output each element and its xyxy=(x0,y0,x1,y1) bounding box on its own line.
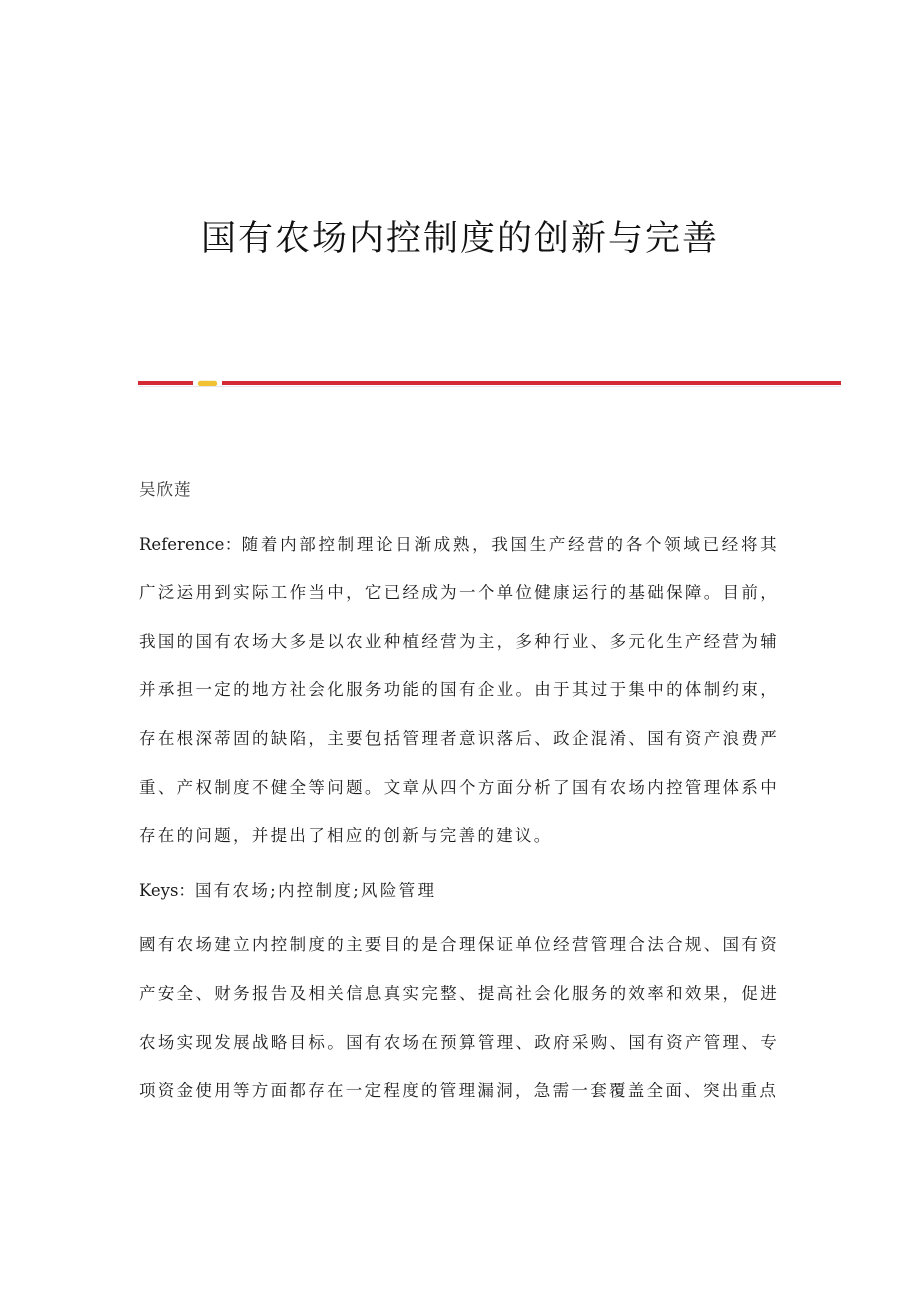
document-content xyxy=(139,466,779,1122)
abstract-paragraph xyxy=(139,521,779,861)
divider-line-left xyxy=(138,381,193,385)
divider-line-right xyxy=(222,381,841,385)
keywords-text: 国有农场;内控制度;风险管理 xyxy=(194,880,437,900)
keywords-label: Keys： xyxy=(139,880,195,900)
body-paragraph: 國有农场建立内控制度的主要目的是合理保证单位经营管理合法合规、国有资产安全、财务报告及相关信息真实完整、提高社会化服务的效率和效果，促进农场实现发展战略目标。国有农场在预算管理、政府采购、国有资产管理、专项资金使用等方面都存在一定程度的管理漏洞，急需一套覆盖全面、突出重点 xyxy=(139,935,779,1101)
abstract-text: 随着内部控制理论日渐成熟，我国生产经营的各个领域已经将其广泛运用到实际工作当中，它已经成为一个单位健康运行的基础保障。目前，我国的国有农场大多是以农业种植经营为主，多种行业、多元化生产经营为辅并承担一定的地方社会化服务功能的国有企业。由于其过于集中的体制约束，存在根深蒂固的缺陷，主要包括管理者意识落后、政企混淆、国有资产浪费严重、产权制度不健全等问题。文章从四个方面分析了国有农场内控管理体系中存在的问题，并提出了相应的创新与完善的建议。 xyxy=(139,534,779,846)
author-name: 吴欣莲 xyxy=(139,480,192,499)
document-title: 国有农场内控制度的创新与完善 xyxy=(200,219,719,259)
title-divider xyxy=(138,381,841,387)
keywords-paragraph xyxy=(139,867,779,916)
abstract-label: Reference： xyxy=(139,534,242,554)
divider-shadow xyxy=(138,386,841,387)
